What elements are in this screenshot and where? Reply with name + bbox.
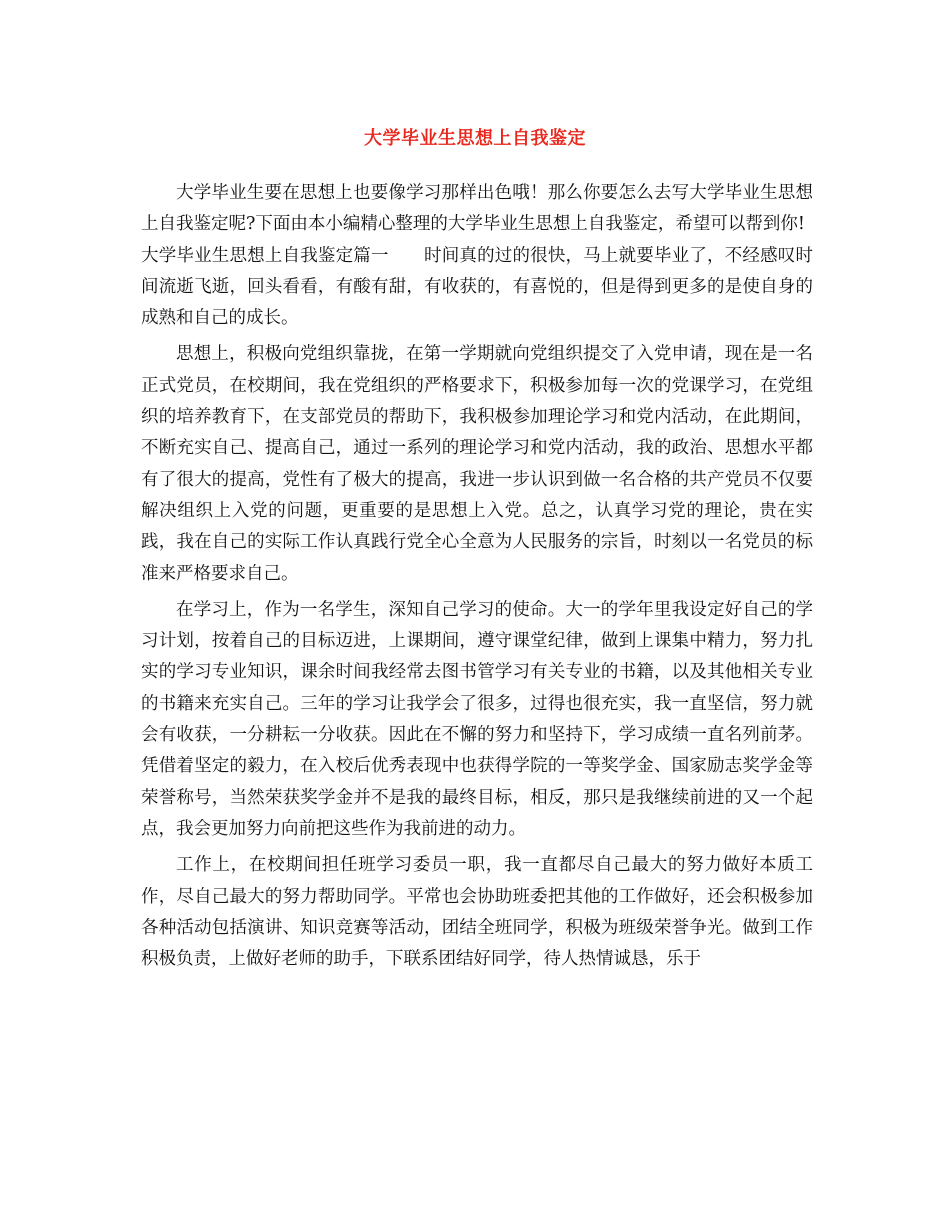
- work-paragraph: 工作上，在校期间担任班学习委员一职，我一直都尽自己最大的努力做好本质工作，尽自己最大的努力帮助同学。平常也会协助班委把其他的工作做好，还会积极参加各种活动包括演讲、知识竞赛等活动，团结全班同学，积极为班级荣誉争光。做到工作积极负责，上做好老师的助手，下联系团结好同学，待人热情诚恳，乐于: [141, 855, 813, 970]
- study-paragraph: 在学习上，作为一名学生，深知自己学习的使命。大一的学年里我设定好自己的学习计划，按着自己的目标迈进，上课期间，遵守课堂纪律，做到上课集中精力，努力扎实的学习专业知识，课余时间我经常去图书管学习有关专业的书籍，以及其他相关专业的书籍来充实自己。三年的学习让我学会了很多，过得也很充实，我一直坚信，努力就会有收获，一分耕耘一分收获。因此在不懈的努力和坚持下，学习成绩一直名列前茅。凭借着坚定的毅力，在入校后优秀表现中也获得学院的一等奖学金、国家励志奖学金等荣誉称号，当然荣获奖学金并不是我的最终目标，相反，那只是我继续前进的又一个起点，我会更加努力向前把这些作为我前进的动力。: [141, 599, 813, 839]
- ideology-paragraph: 思想上，积极向党组织靠拢，在第一学期就向党组织提交了入党申请，现在是一名正式党员，在校期间，我在党组织的严格要求下，积极参加每一次的党课学习，在党组织的培养教育下，在支部党员的帮助下，我积极参加理论学习和党内活动，在此期间，不断充实自己、提高自己，通过一系列的理论学习和党内活动，我的政治、思想水平都有了很大的提高，党性有了极大的提高，我进一步认识到做一名合格的共产党员不仅要解决组织上入党的问题，更重要的是思想上入党。总之，认真学习党的理论，贵在实践，我在自己的实际工作认真践行党全心全意为人民服务的宗旨，时刻以一名党员的标准来严格要求自己。: [141, 344, 813, 584]
- section-one-paragraph: 大学毕业生思想上自我鉴定篇一 时间真的过的很快，马上就要毕业了，不经感叹时间流逝飞逝，回头看看，有酸有甜，有收获的，有喜悦的，但是得到更多的是使自身的成熟和自己的成长。: [141, 245, 813, 329]
- document-body: [141, 178, 813, 975]
- intro-paragraph: 大学毕业生要在思想上也要像学习那样出色哦！那么你要怎么去写大学毕业生思想上自我鉴定呢?下面由本小编精心整理的大学毕业生思想上自我鉴定，希望可以帮到你!: [141, 183, 813, 235]
- document-title: 大学毕业生思想上自我鉴定: [364, 128, 586, 149]
